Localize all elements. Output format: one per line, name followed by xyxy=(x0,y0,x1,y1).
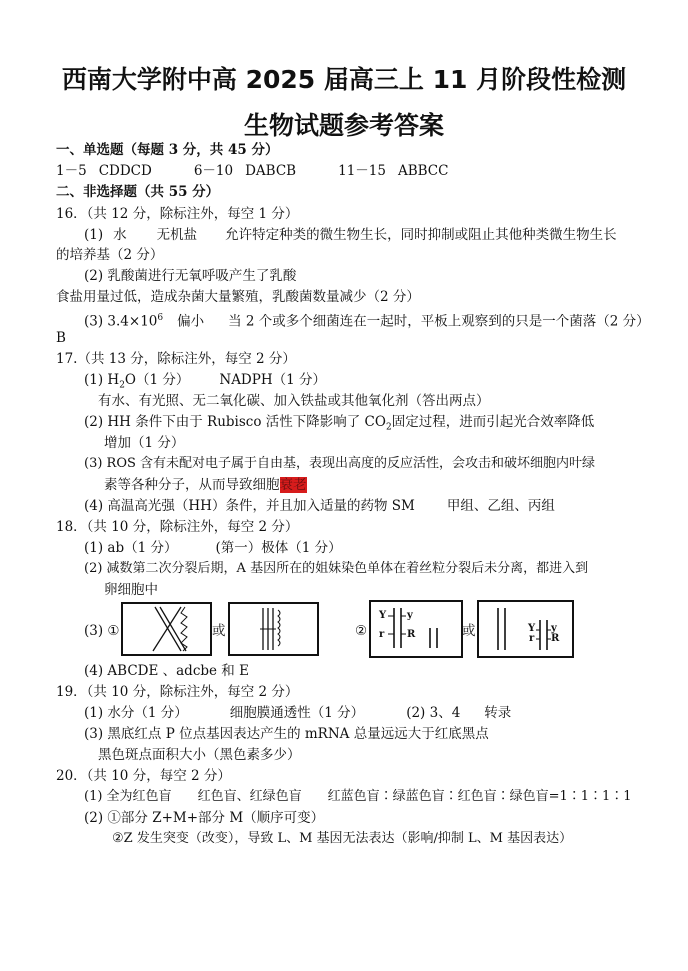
q20-part1 xyxy=(84,788,632,806)
q16-header: 16．（共 12 分，除标注外，每空 1 分） xyxy=(56,206,299,222)
q16-part1-cont: 的培养基（2 分） xyxy=(56,247,164,263)
q16-p1-c: 允许特定种类的微生物生长，同时抑制或阻止其他种类微生物生长 xyxy=(225,227,617,243)
q20-header: 20．（共 10 分，每空 2 分） xyxy=(56,768,231,784)
q17-part2-cont: 增加（1 分） xyxy=(104,435,185,451)
q16-p3-a: 3.4×10 xyxy=(107,313,158,330)
gene-label-Y: Y xyxy=(379,610,387,621)
q18-p1-a: (1) ab（1 分） xyxy=(84,540,178,556)
q19-p1-b: 细胞膜通透性（1 分） xyxy=(229,705,365,721)
q19-part3-cont: 黑色斑点面积大小（黑色素多少） xyxy=(98,747,301,763)
q16-part2: (2) 乳酸菌进行无氧呼吸产生了乳酸 xyxy=(84,268,297,284)
mc-answer-1: CDDCD xyxy=(98,163,152,179)
q20-p1-a: (1) 全为红色盲 xyxy=(84,789,172,804)
q18-part4: (4) ABCDE 、adcbe 和 E xyxy=(84,663,249,679)
q16-p3-num: (3) xyxy=(84,313,104,330)
q16-p3-a-exp: 6 xyxy=(157,313,164,323)
q17-p3-cont-a: 素等各种分子，从而导致细胞 xyxy=(104,477,280,493)
q19-p2-b: 转录 xyxy=(484,705,512,721)
q17-p2-b: 固定过程，进而引起光合效率降低 xyxy=(391,414,595,430)
q17-header: 17.（共 13 分，除标注外，每空 2 分） xyxy=(56,351,296,367)
q18-header: 18．（共 10 分，除标注外，每空 2 分） xyxy=(56,519,299,535)
q17-p2-a: (2) HH 条件下由于 Rubisco 活性下降影响了 CO xyxy=(84,414,386,430)
q17-p1-sub: 2 xyxy=(119,380,125,391)
gene-label-Y-2: Y xyxy=(528,623,536,634)
chromosome-diagram-2 xyxy=(228,602,319,656)
gene-label-r-2: r xyxy=(529,633,535,644)
page-subtitle: 生物试题参考答案 xyxy=(243,111,444,140)
q17-p1-a: (1) H xyxy=(84,372,120,388)
q17-part3: (3) ROS 含有未配对电子属于自由基，表现出高度的反应活性，会攻击和破坏细胞内叶绿 xyxy=(84,456,596,471)
q17-p1-a-end: O（1 分） xyxy=(124,372,190,388)
section-2-header: 二、非选择题（共 55 分） xyxy=(56,184,220,200)
q18-part2-cont: 卵细胞中 xyxy=(104,582,158,598)
mc-range-2: 6－10 xyxy=(193,163,234,179)
or-label-2: 或 xyxy=(462,623,476,639)
q16-p1-num: (1) xyxy=(84,227,104,243)
q17-part4 xyxy=(84,497,555,515)
mc-range-1: 1－5 xyxy=(56,163,87,179)
parallel-chromosomes-icon xyxy=(230,604,317,654)
or-label-1: 或 xyxy=(212,623,226,639)
section-1-header: 一、单选题（每题 3 分，共 45 分） xyxy=(56,142,279,158)
labeled-chromosomes-icon-2 xyxy=(479,602,572,656)
labeled-chromosomes-icon xyxy=(371,602,461,656)
q17-part1-cont: 有水、有光照、无二氧化碳、加入铁盐或其他氧化剂（答出两点） xyxy=(98,393,490,409)
q18-part3-label: (3) ① xyxy=(84,623,120,639)
q17-p2-sub: 2 xyxy=(385,422,392,433)
mc-answer-2: DABCB xyxy=(245,163,297,179)
gene-label-r: r xyxy=(379,629,385,640)
gene-label-R-2: R xyxy=(551,633,560,644)
q17-p1-b: NADPH（1 分） xyxy=(219,372,326,388)
q19-header: 19．（共 10 分，除标注外，每空 2 分） xyxy=(56,684,299,700)
q16-part1 xyxy=(84,226,617,244)
q19-p1-a: (1) 水分（1 分） xyxy=(84,705,188,721)
mc-answers-row xyxy=(56,162,448,180)
q18-part1 xyxy=(84,539,342,557)
q16-p1-b: 无机盐 xyxy=(156,227,198,243)
q20-part2-cont: ②Z 发生突变（改变），导致 L、M 基因无法表达（影响/抑制 L、M 基因表达） xyxy=(112,831,573,846)
mc-range-3: 11－15 xyxy=(338,163,386,179)
page-title: 西南大学附中高 2025 届高三上 11 月阶段性检测 xyxy=(61,65,627,94)
q17-part3-cont xyxy=(104,476,307,494)
gene-label-R: R xyxy=(407,629,416,640)
q20-part2: (2) ①部分 Z+M+部分 M（顺序可变） xyxy=(84,810,325,826)
gene-label-y: y xyxy=(407,610,413,621)
q19-p2-a: (2) 3、4 xyxy=(406,705,461,721)
q20-p1-c: 红蓝色盲∶绿蓝色盲∶红色盲∶绿色盲=1∶1∶1∶1 xyxy=(327,789,632,804)
chromosome-diagram-4 xyxy=(477,600,574,658)
q18-part3-label2: ② xyxy=(355,623,368,639)
q17-p4-a: (4) 高温高光强（HH）条件，并且加入适量的药物 SM xyxy=(84,498,415,514)
q17-p4-b: 甲组、乙组、丙组 xyxy=(446,498,555,514)
q16-part2-cont: 食盐用量过低，造成杂菌大量繁殖，乳酸菌数量减少（2 分） xyxy=(56,289,420,305)
q16-part3-cont: B xyxy=(56,330,66,346)
highlighted-text: 衰老 xyxy=(279,477,307,493)
crossed-chromosomes-icon xyxy=(123,604,210,654)
q19-part3: (3) 黑底红点 P 位点基因表达产生的 mRNA 总量远远大于红底黑点 xyxy=(84,726,489,742)
q20-p1-b: 红色盲、红绿色盲 xyxy=(197,789,302,804)
q16-p3-c: 当 2 个或多个细菌连在一起时，平板上观察到的只是一个菌落（2 分） xyxy=(228,313,650,330)
mc-answer-3: ABBCC xyxy=(397,163,449,179)
q16-p3-b: 偏小 xyxy=(177,313,205,330)
chromosome-diagram-3 xyxy=(369,600,463,658)
q16-part3 xyxy=(84,309,650,331)
gene-label-y-2: y xyxy=(551,623,557,634)
q18-p1-b: (第一）极体（1 分） xyxy=(215,540,342,556)
q19-part1-2 xyxy=(84,704,511,722)
chromosome-diagram-1 xyxy=(121,602,212,656)
q16-p1-a: 水 xyxy=(113,227,127,243)
q18-part2: (2) 减数第二次分裂后期，A 基因所在的姐妹染色单体在着丝粒分裂后未分离，都进入到 xyxy=(84,561,589,576)
